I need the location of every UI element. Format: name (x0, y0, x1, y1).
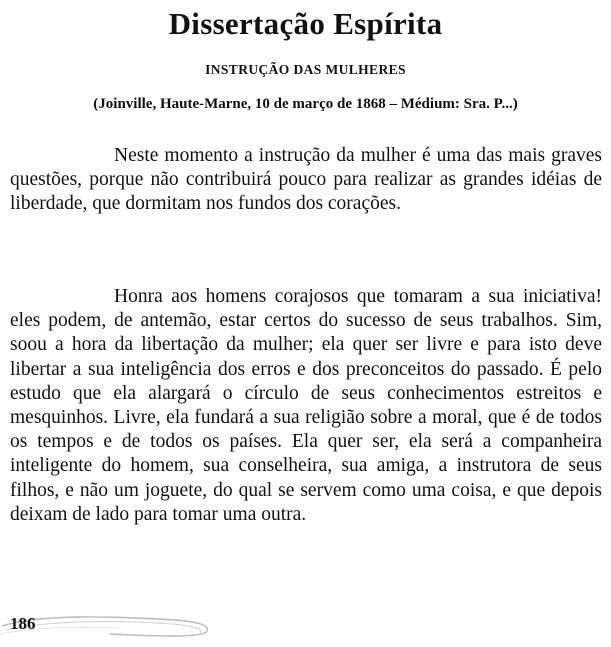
page-number: 186 (10, 614, 36, 633)
source-line: (Joinville, Haute-Marne, 10 de março de 1868 – Médium: Sra. P...) (93, 96, 518, 112)
section-subtitle: INSTRUÇÃO DAS MULHERES (205, 62, 406, 77)
page-title: Dissertação Espírita (168, 6, 443, 41)
paragraph-2: Honra aos homens corajosos que tomaram a sua iniciativa! eles podem, de antemão, estar certos do sucesso de seus trabalhos. Sim, soou a hora da libertação da mulher; ela quer ser livre e para isto deve libertar a sua inteligência dos erros e dos preconceitos do passado. É pelo estudo que ela alargará o círculo de seus conhecimentos estreitos e mesquinhos. Livre, ela fundará a sua religião sobre a moral, que é de todos os tempos e de todos os países. Ela quer ser, ela será a companheira inteligente do homem, sua conselheira, sua amiga, a instrutora de seus filhos, e não um joguete, do qual se servem como uma coisa, e que depois deixam de lado para tomar uma outra. (10, 286, 602, 525)
paragraph-1: Neste momento a instrução da mulher é uma das mais graves questões, porque não contribuirá pouco para realizar as grandes idéias de liberdade, que dormitam nos fundos dos corações. (10, 145, 602, 215)
